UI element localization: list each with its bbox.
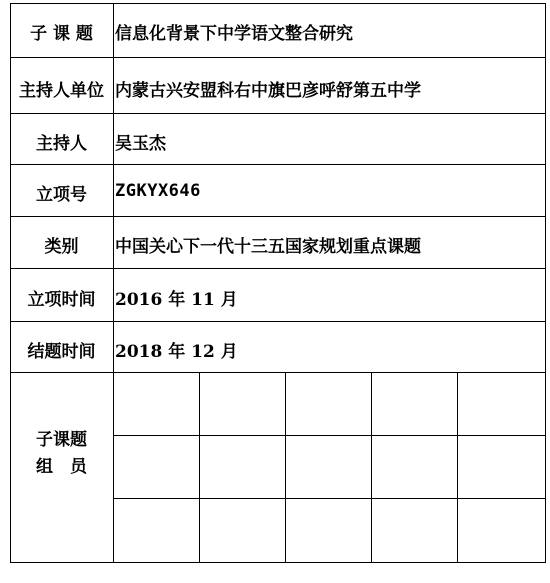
- member-cell: [286, 373, 371, 435]
- row-divider: [10, 164, 546, 165]
- category-value: 中国关心下一代十三五国家规划重点课题: [115, 237, 421, 257]
- member-cell: [372, 499, 457, 561]
- members-label-line1: 子课题: [36, 430, 87, 450]
- host-person-value: 吴玉杰: [115, 134, 166, 154]
- member-cell: [200, 373, 285, 435]
- subproject-value: 信息化背景下中学语文整合研究: [115, 24, 353, 44]
- member-cell: [114, 499, 199, 561]
- border-top: [10, 3, 546, 4]
- end-date-label: 结题时间: [27, 342, 96, 362]
- end-date-value: 2018 年 12 月: [115, 342, 238, 362]
- start-date-value: 2016 年 11 月: [115, 290, 238, 310]
- member-cell: [286, 436, 371, 498]
- start-date-label: 立项时间: [27, 290, 96, 310]
- row-divider: [10, 321, 546, 322]
- member-cell: [200, 436, 285, 498]
- host-person-label: 主持人: [36, 134, 87, 154]
- project-number-value: ZGKYX646: [115, 181, 201, 201]
- host-unit-value: 内蒙古兴安盟科右中旗巴彦呼舒第五中学: [115, 81, 421, 101]
- member-cell: [458, 373, 543, 435]
- project-info-form: [10, 3, 546, 563]
- member-cell: [286, 499, 371, 561]
- member-cell: [114, 373, 199, 435]
- member-cell: [114, 436, 199, 498]
- border-right: [545, 3, 546, 563]
- members-label-line2: 组 员: [36, 457, 87, 477]
- host-unit-label: 主持人单位: [19, 81, 104, 101]
- row-divider: [10, 216, 546, 217]
- border-bottom: [10, 562, 546, 563]
- row-divider: [10, 57, 546, 58]
- member-cell: [372, 436, 457, 498]
- row-divider: [10, 268, 546, 269]
- subproject-label: 子 课 题: [30, 24, 93, 44]
- member-cell: [372, 373, 457, 435]
- member-cell: [458, 436, 543, 498]
- row-divider: [10, 113, 546, 114]
- category-label: 类别: [44, 237, 79, 257]
- member-cell: [458, 499, 543, 561]
- members-label: [10, 427, 113, 481]
- project-number-label: 立项号: [36, 185, 87, 205]
- member-cell: [200, 499, 285, 561]
